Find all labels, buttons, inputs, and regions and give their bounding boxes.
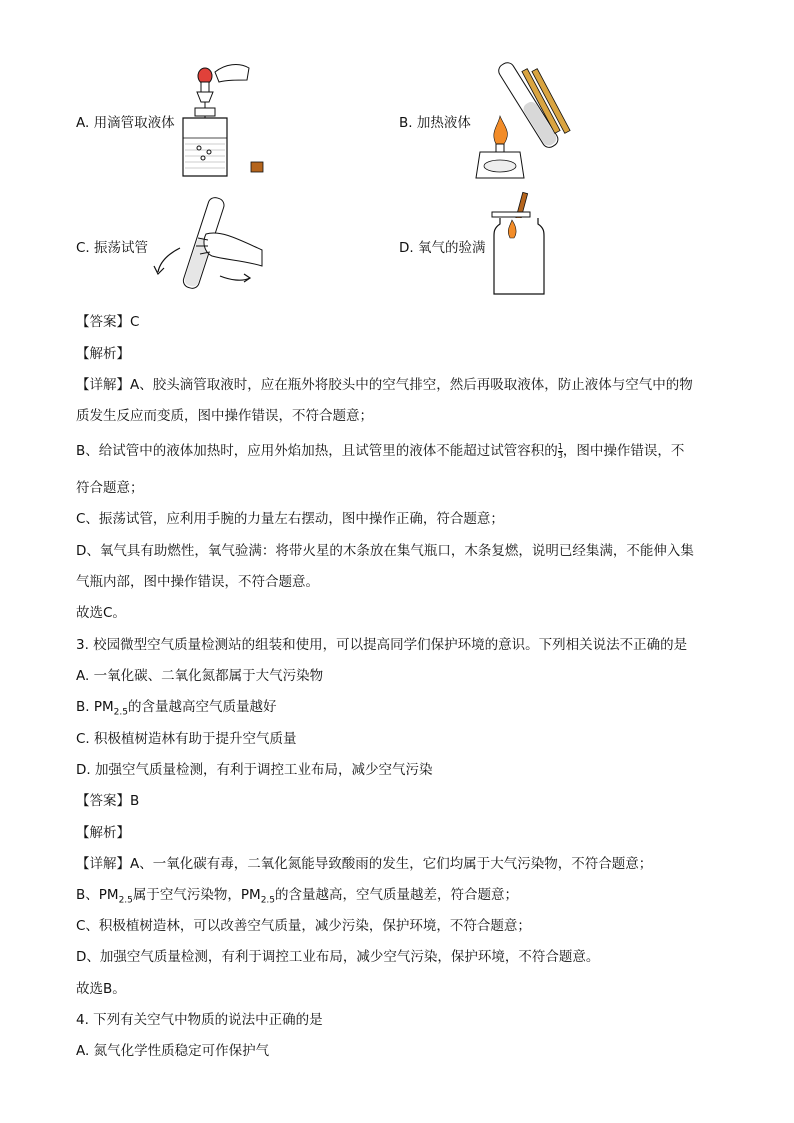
- q3-option-a: A. 一氧化碳、二氧化氮都属于大气污染物: [76, 668, 324, 684]
- q3-conclusion: 故选B。: [76, 981, 126, 997]
- q3-analysis-label: 【解析】: [76, 825, 130, 841]
- option-text: 振荡试管: [94, 240, 149, 256]
- option-a: [76, 111, 175, 131]
- q3-stem: 3. 校园微型空气质量检测站的组装和使用，可以提高同学们保护环境的意识。下列相关说法不正确的是: [76, 637, 688, 653]
- option-letter: A.: [76, 115, 90, 131]
- q3-detail-a: [76, 854, 720, 874]
- detail-text: 的含量越高，空气质量越差，符合题意；: [275, 887, 519, 903]
- answer-label: 【答案】: [76, 314, 130, 330]
- q2-detail-b-line1: [76, 441, 720, 461]
- q3-option-c: C. 积极植树造林有助于提升空气质量: [76, 731, 297, 747]
- answer-value: B: [130, 793, 140, 809]
- q3-option-b: [76, 697, 720, 723]
- q2-detail-c: C、振荡试管，应利用手腕的力量左右摆动，图中操作正确，符合题意；: [76, 511, 504, 527]
- fraction-numerator: 1: [557, 441, 563, 451]
- option-letter: B.: [399, 115, 413, 131]
- q2-detail-b-line2: 符合题意；: [76, 480, 144, 496]
- q3-answer: [76, 791, 720, 811]
- subscript: 2.5: [118, 895, 133, 906]
- q2-detail-a-line2: 质发生反应而变质，图中操作错误，不符合题意；: [76, 408, 373, 424]
- answer-value: C: [130, 314, 140, 330]
- subscript: 2.5: [113, 707, 128, 718]
- option-text: 用滴管取液体: [93, 115, 175, 131]
- subscript: 2.5: [260, 895, 276, 906]
- detail-label: 【详解】: [76, 856, 130, 872]
- q3-detail-d: D、加强空气质量检测，有利于调控工业布局，减少空气污染，保护环境，不符合题意。: [76, 949, 600, 965]
- detail-text: B、给试管中的液体加热时，应用外焰加热，且试管里的液体不能超过试管容积的: [76, 443, 558, 459]
- heating-test-tube-illustration: [472, 56, 587, 182]
- q4-stem: 4. 下列有关空气中物质的说法中正确的是: [76, 1012, 323, 1028]
- detail-text: B、PM: [76, 887, 119, 903]
- q2-analysis-label: 【解析】: [76, 346, 130, 362]
- option-text: 氧气的验满: [417, 240, 486, 256]
- option-text: 加热液体: [416, 115, 471, 131]
- option-letter: D.: [399, 240, 414, 256]
- q3-detail-c: C、积极植树造林，可以改善空气质量，减少污染，保护环境，不符合题意；: [76, 918, 531, 934]
- q2-detail-d-line1: D、氧气具有助燃性，氧气验满：将带火星的木条放在集气瓶口，木条复燃，说明已经集满，不能伸入集: [76, 543, 694, 559]
- q2-conclusion: 故选C。: [76, 605, 126, 621]
- q2-answer: [76, 312, 720, 332]
- q4-option-a: A. 氮气化学性质稳定可作保护气: [76, 1043, 270, 1059]
- detail-text: 属于空气污染物，PM: [132, 887, 261, 903]
- detail-text: ，图中操作错误，不: [562, 443, 685, 459]
- option-letter: C.: [76, 240, 90, 256]
- fraction-denominator: 3: [557, 450, 563, 460]
- option-d: [399, 236, 485, 256]
- option-b: [399, 111, 471, 131]
- q2-detail-a-line1: [76, 375, 720, 395]
- q2-detail-d-line2: 气瓶内部，图中操作错误，不符合题意。: [76, 574, 319, 590]
- detail-label: 【详解】: [76, 377, 130, 393]
- answer-label: 【答案】: [76, 793, 130, 809]
- q3-detail-b: [76, 885, 720, 911]
- q3-option-d: D. 加强空气质量检测，有利于调控工业布局，减少空气污染: [76, 762, 433, 778]
- gas-jar-oxygen-test-illustration: [490, 188, 550, 298]
- detail-text: A、一氧化碳有毒，二氧化氮能导致酸雨的发生，它们均属于大气污染物，不符合题意；: [130, 856, 653, 872]
- dropper-bottle-illustration: [175, 58, 275, 180]
- option-c: [76, 236, 148, 256]
- detail-text: A、胶头滴管取液时，应在瓶外将胶头中的空气排空，然后再吸取液体，防止液体与空气中的物: [130, 377, 693, 393]
- shaking-test-tube-illustration: [150, 194, 268, 294]
- option-text: B. PM: [76, 699, 114, 715]
- option-text: 的含量越高空气质量越好: [127, 699, 277, 715]
